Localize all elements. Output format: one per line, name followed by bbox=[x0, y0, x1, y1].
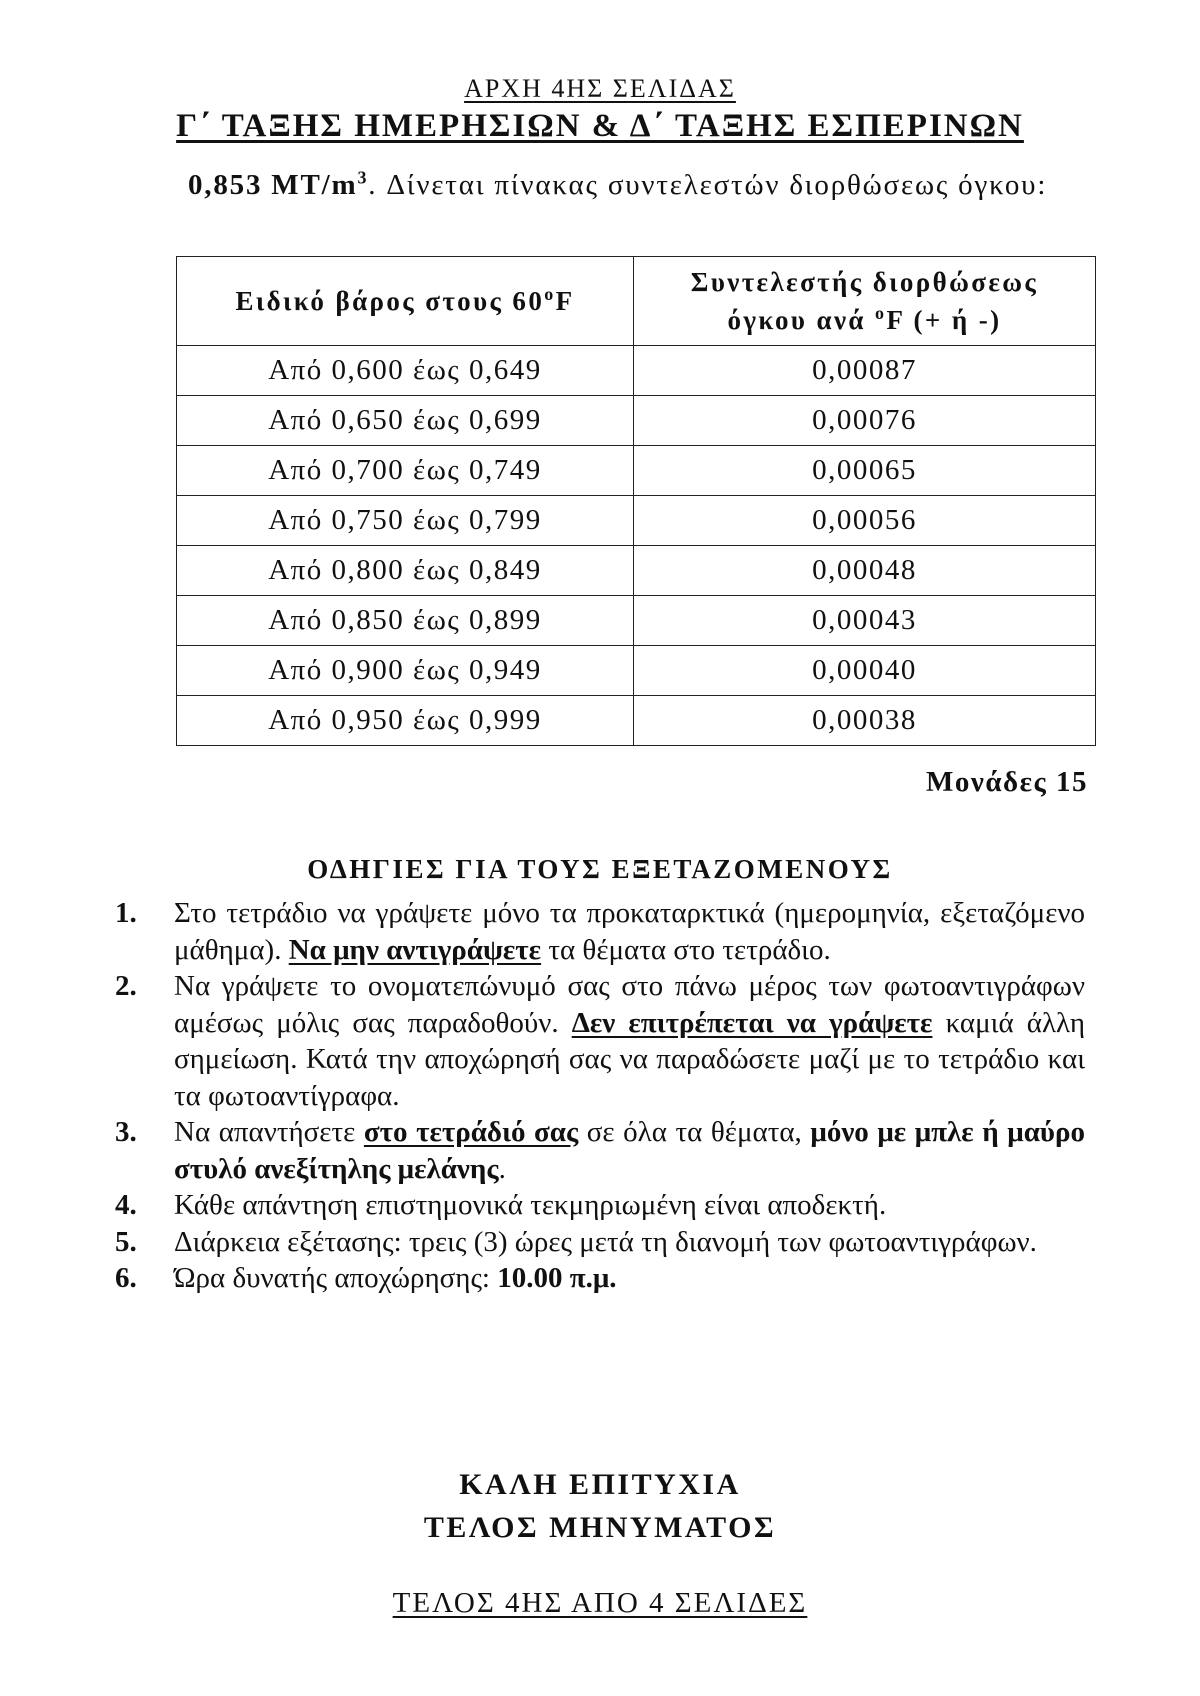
intro-paragraph bbox=[188, 167, 1091, 203]
correction-coefficient: 0,00043 bbox=[634, 596, 1096, 646]
correction-coefficient: 0,00087 bbox=[634, 346, 1096, 396]
specific-gravity-range: Από 0,850 έως 0,899 bbox=[177, 596, 634, 646]
instruction-item: 2. Να γράψετε το ονοματεπώνυμό σας στο πάνω μέρος των φωτοαντιγράφων αμέσως μόλις σας παραδοθούν. Δεν επιτρέπεται να γράψετε καμιά άλλη σημείωση. Κατά την αποχώρησή σας να παραδώσετε μαζί με το τετράδιο και τα φωτοαντίγραφα. bbox=[115, 970, 1085, 1112]
marks-label: Μονάδες 15 bbox=[926, 766, 1088, 798]
table-row bbox=[177, 446, 1096, 496]
class-header bbox=[0, 108, 1200, 145]
class-header-text: Γ΄ ΤΑΞΗΣ ΗΜΕΡΗΣΙΩΝ & Δ΄ ΤΑΞΗΣ ΕΣΠΕΡΙΝΩΝ bbox=[176, 108, 1024, 144]
page-end-text: ΤΕΛΟΣ 4ΗΣ ΑΠΟ 4 ΣΕΛΙΔΕΣ bbox=[392, 1587, 808, 1619]
header-specific-gravity: Ειδικό βάρος στους $60^oF$ bbox=[177, 257, 634, 346]
instruction-item: 1. Στο τετράδιο να γράψετε μόνο τα προκαταρκτικά (ημερομηνία, εξεταζόμενο μάθημα). Να μην αντιγράψετε τα θέματα στο τετράδιο. bbox=[115, 897, 1085, 966]
emphasis-text: 10.00 π.μ. bbox=[497, 1262, 617, 1294]
density-value: 0,853 MT/m bbox=[188, 169, 358, 201]
specific-gravity-range: Από 0,750 έως 0,799 bbox=[177, 496, 634, 546]
page-start-text: ΑΡΧΗ 4ΗΣ ΣΕΛΙΔΑΣ bbox=[464, 74, 736, 103]
table-row bbox=[177, 546, 1096, 596]
table-row bbox=[177, 396, 1096, 446]
correction-coefficient-table bbox=[176, 256, 1096, 746]
emphasis-text: στο τετράδιό σας bbox=[363, 1116, 579, 1148]
page-start-header bbox=[0, 74, 1200, 104]
table-header-row bbox=[177, 257, 1096, 346]
emphasis-text: Να μην αντιγράψετε bbox=[288, 933, 542, 966]
emphasis-text: Δεν επιτρέπεται να γράψετε bbox=[571, 1006, 933, 1039]
header-correction-coefficient: Συντελεστής διορθώσεως όγκου ανά $^o$F (+ ή -) bbox=[634, 257, 1096, 346]
specific-gravity-range: Από 0,700 έως 0,749 bbox=[177, 446, 634, 496]
intro-text: . Δίνεται πίνακας συντελεστών διορθώσεως όγκου: bbox=[368, 169, 1048, 201]
instruction-item: 3. Να απαντήσετε στο τετράδιό σας σε όλα τα θέματα, μόνο με μπλε ή μαύρο στυλό ανεξίτηλης μελάνης. bbox=[115, 1116, 1085, 1185]
correction-coefficient: 0,00076 bbox=[634, 396, 1096, 446]
instruction-item: 4. Κάθε απάντηση επιστημονικά τεκμηριωμένη είναι αποδεκτή. bbox=[115, 1189, 887, 1221]
table-row bbox=[177, 696, 1096, 746]
page-end-footer bbox=[0, 1587, 1200, 1620]
correction-coefficient: 0,00038 bbox=[634, 696, 1096, 746]
good-luck-text: ΚΑΛΗ ΕΠΙΤΥΧΙΑ bbox=[459, 1468, 741, 1501]
instructions-list bbox=[110, 895, 1085, 1297]
specific-gravity-range: Από 0,650 έως 0,699 bbox=[177, 396, 634, 446]
end-message-text: ΤΕΛΟΣ ΜΗΝΥΜΑΤΟΣ bbox=[423, 1511, 777, 1544]
density-exponent: 3 bbox=[357, 167, 369, 188]
table-row bbox=[177, 646, 1096, 696]
specific-gravity-range: Από 0,950 έως 0,999 bbox=[177, 696, 634, 746]
correction-coefficient: 0,00048 bbox=[634, 546, 1096, 596]
table-row bbox=[177, 596, 1096, 646]
table-row bbox=[177, 346, 1096, 396]
specific-gravity-range: Από 0,800 έως 0,849 bbox=[177, 546, 634, 596]
emphasis-text: μόνο με μπλε ή μαύρο στυλό ανεξίτηλης μελάνης bbox=[174, 1116, 1085, 1185]
instructions-title: ΟΔΗΓΙΕΣ ΓΙΑ ΤΟΥΣ ΕΞΕΤΑΖΟΜΕΝΟΥΣ bbox=[307, 854, 893, 884]
table-row bbox=[177, 496, 1096, 546]
instruction-item: 5. Διάρκεια εξέτασης: τρεις (3) ώρες μετά τη διανομή των φωτοαντιγράφων. bbox=[115, 1225, 1037, 1258]
specific-gravity-range: Από 0,900 έως 0,949 bbox=[177, 646, 634, 696]
instruction-item: 6. Ώρα δυνατής αποχώρησης: 10.00 π.μ. bbox=[115, 1262, 617, 1294]
correction-coefficient: 0,00040 bbox=[634, 646, 1096, 696]
specific-gravity-range: Από 0,600 έως 0,649 bbox=[177, 346, 634, 396]
correction-coefficient: 0,00065 bbox=[634, 446, 1096, 496]
correction-coefficient: 0,00056 bbox=[634, 496, 1096, 546]
